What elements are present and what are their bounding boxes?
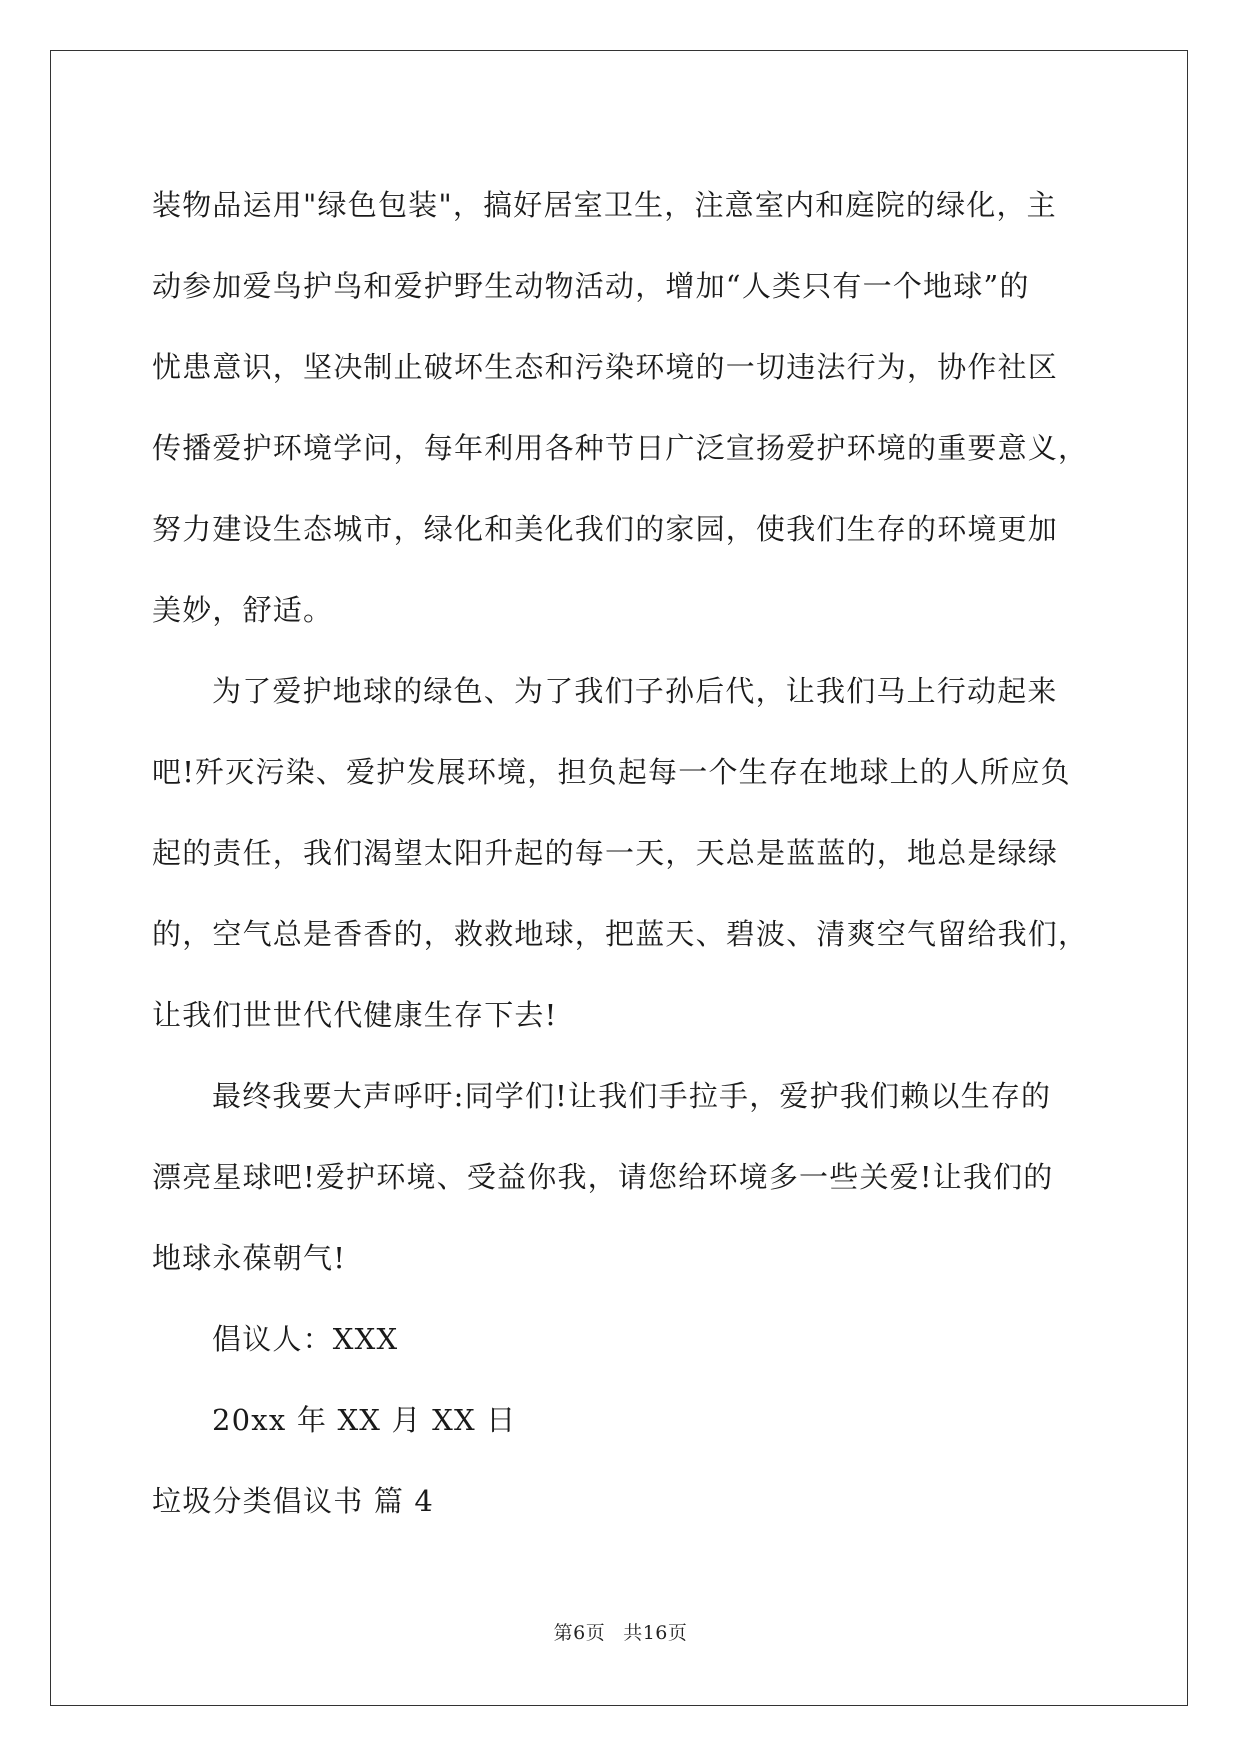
body-line: 的，空气总是香香的，救救地球，把蓝天、碧波、清爽空气留给我们， bbox=[152, 917, 1089, 951]
body-line: 装物品运用"绿色包装"，搞好居室卫生，注意室内和庭院的绿化，主 bbox=[152, 188, 1057, 222]
body-line: 让我们世世代代健康生存下去! bbox=[152, 998, 558, 1032]
section-heading: 垃圾分类倡议书 篇 4 bbox=[152, 1484, 435, 1518]
body-line: 传播爱护环境学问，每年利用各种节日广泛宣扬爱护环境的重要意义， bbox=[152, 431, 1089, 465]
body-line: 忧患意识，坚决制止破坏生态和污染环境的一切违法行为，协作社区 bbox=[152, 350, 1059, 384]
body-line: 吧!歼灭污染、爱护发展环境，担负起每一个生存在地球上的人所应负 bbox=[152, 755, 1071, 789]
signature-line: 倡议人：XXX bbox=[212, 1322, 399, 1356]
body-line: 美妙，舒适。 bbox=[152, 593, 334, 627]
page-footer bbox=[0, 1618, 1241, 1645]
body-line: 动参加爱鸟护鸟和爱护野生动物活动，增加“人类只有一个地球”的 bbox=[152, 269, 1030, 303]
body-line: 漂亮星球吧!爱护环境、受益你我，请您给环境多一些关爱!让我们的 bbox=[152, 1160, 1054, 1194]
date-line: 20xx 年 XX 月 XX 日 bbox=[212, 1403, 517, 1437]
body-line: 最终我要大声呼吁:同学们!让我们手拉手，爱护我们赖以生存的 bbox=[212, 1079, 1052, 1113]
body-line: 为了爱护地球的绿色、为了我们子孙后代，让我们马上行动起来 bbox=[212, 674, 1058, 708]
body-line: 地球永葆朝气! bbox=[152, 1241, 347, 1275]
body-line: 起的责任，我们渴望太阳升起的每一天，天总是蓝蓝的，地总是绿绿 bbox=[152, 836, 1059, 870]
body-line: 努力建设生态城市，绿化和美化我们的家园，使我们生存的环境更加 bbox=[152, 512, 1059, 546]
current-page-number: 第6页 bbox=[553, 1622, 606, 1644]
document-body bbox=[152, 165, 1092, 1542]
total-page-count: 共16页 bbox=[623, 1622, 688, 1644]
